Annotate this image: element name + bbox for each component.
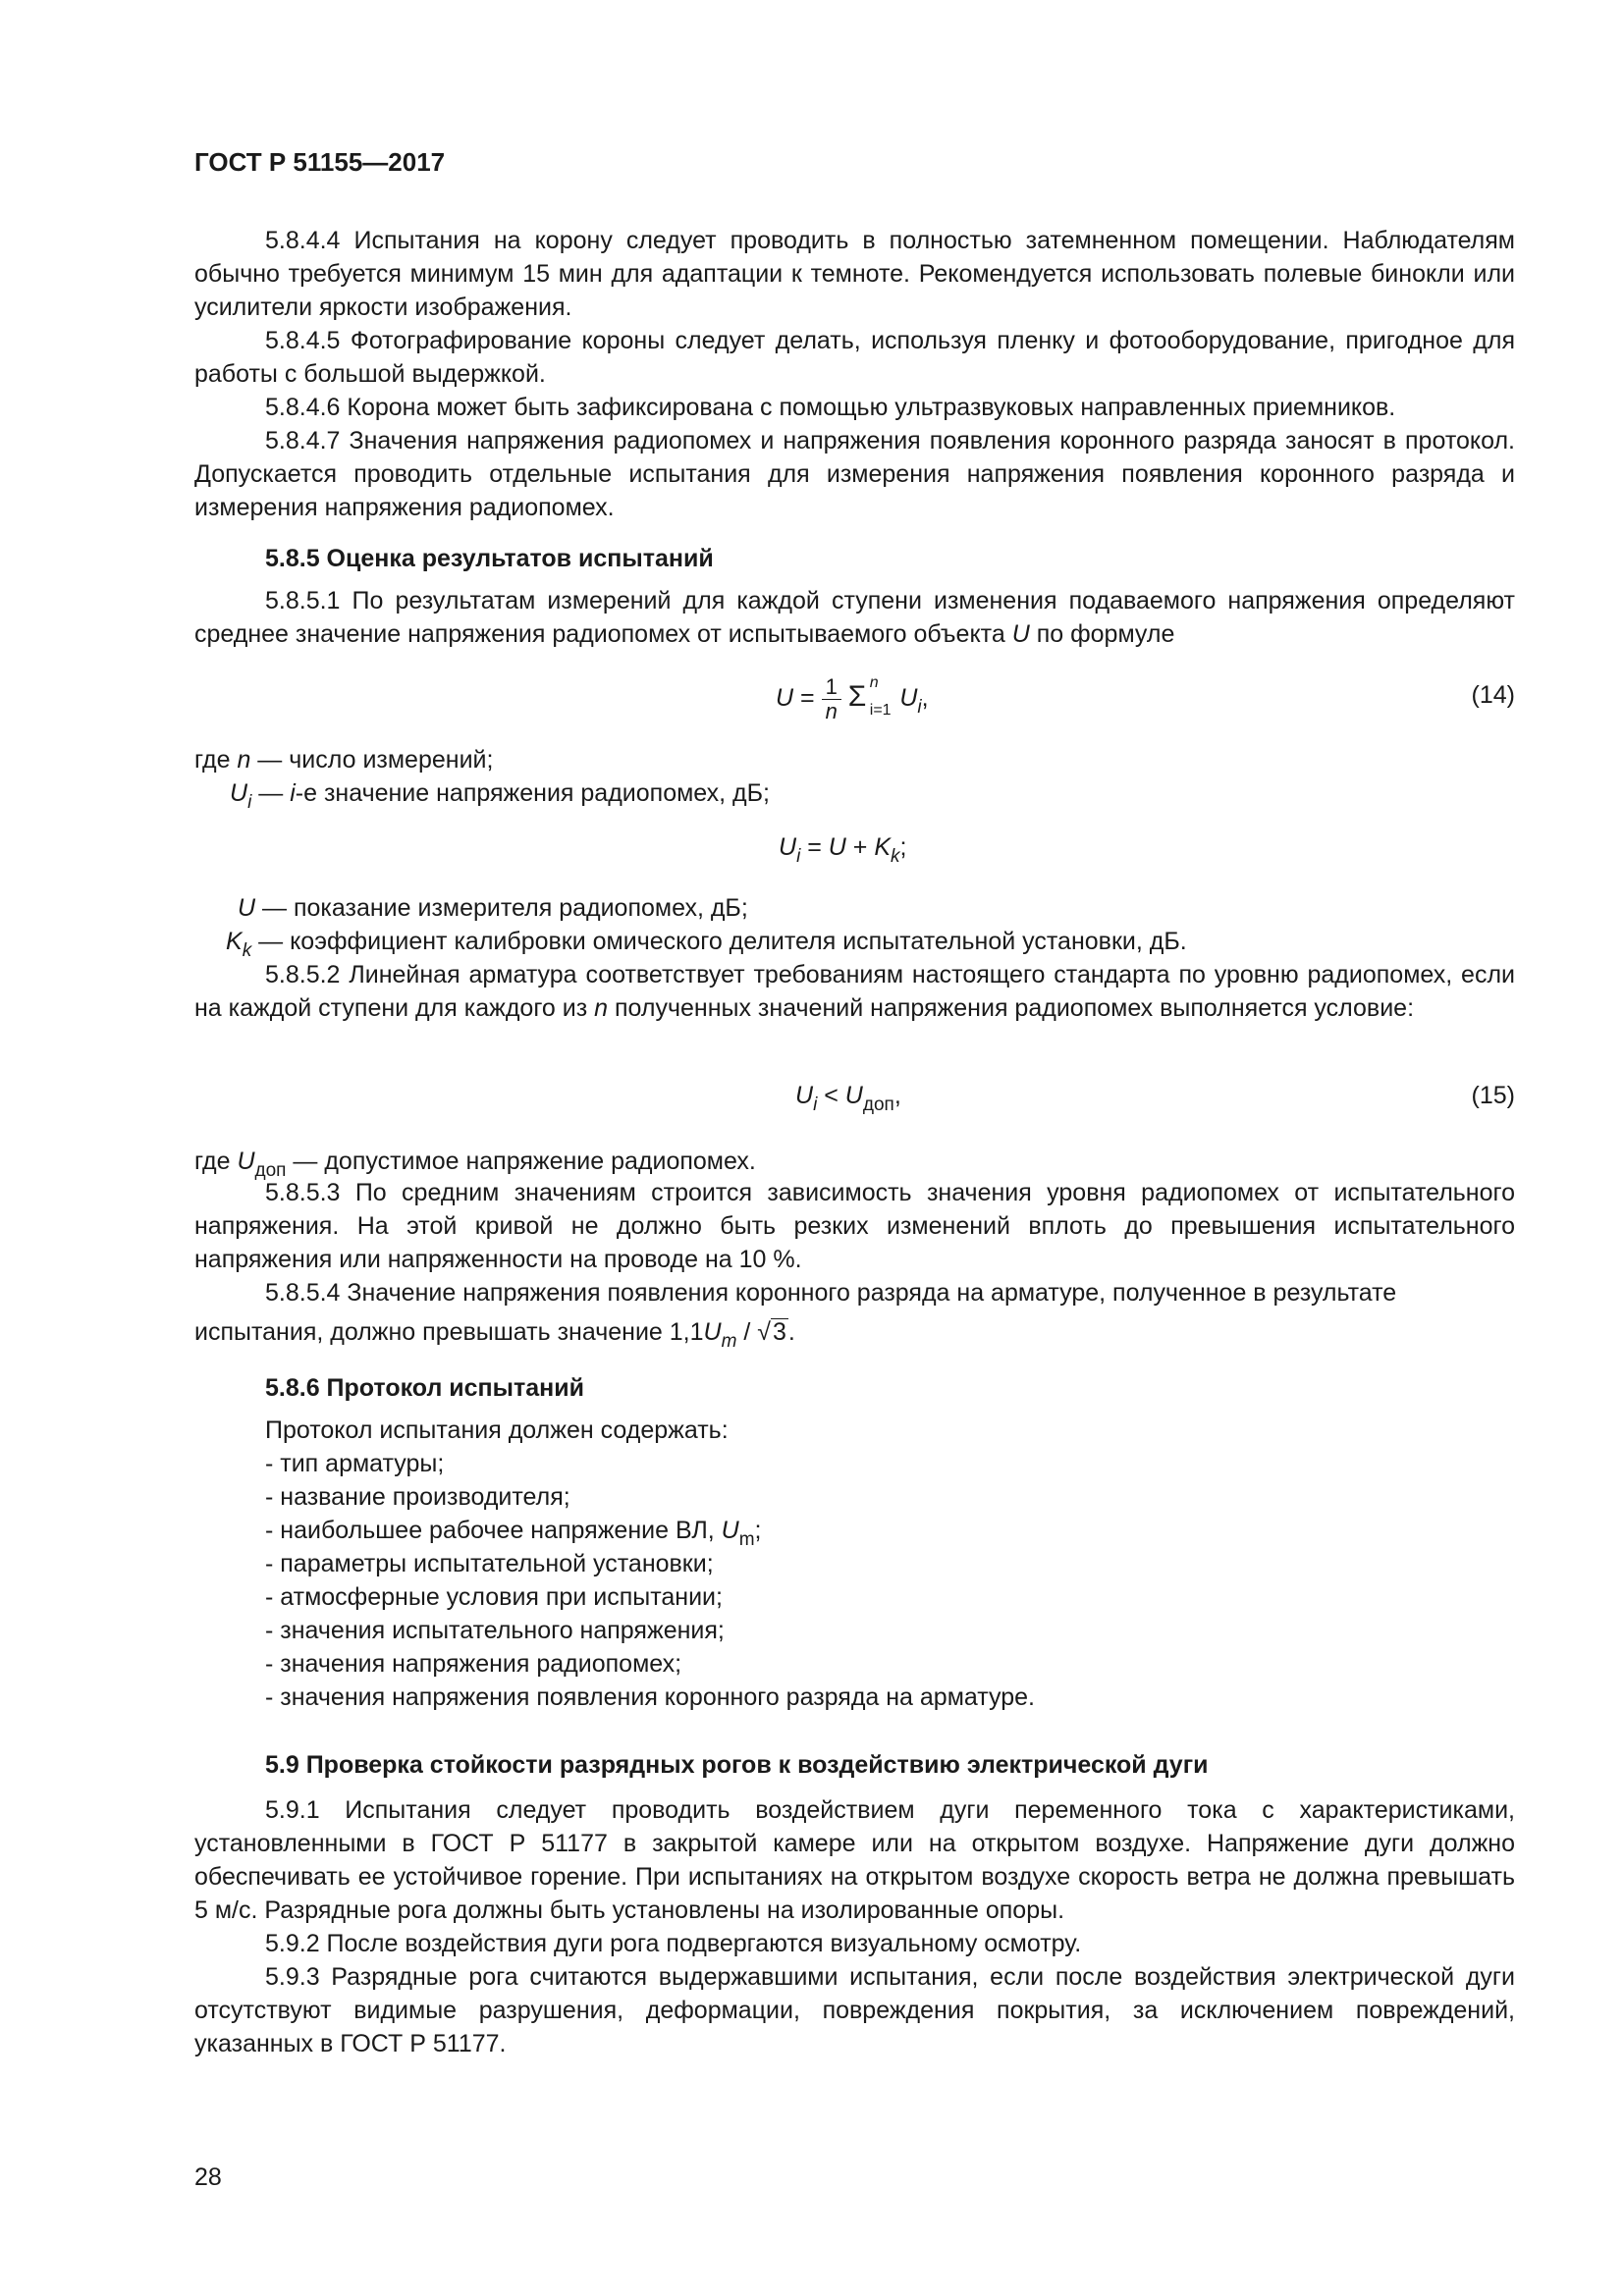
section-5-9-block: [194, 1793, 1515, 2060]
running-header: ГОСТ Р 51155—2017: [194, 147, 446, 177]
list-item: - атмосферные условия при испытании;: [265, 1583, 723, 1611]
fraction: $\frac{1}{n}$: [822, 675, 841, 723]
paragraph-5-8-5-4: 5.8.5.4 Значение напряжения появления коронного разряда на арматуре, полученное в результате испытания, должно превышать значение $1,1U_m / √3$.: [194, 1279, 1397, 1352]
paragraph-5-8-5-1: 5.8.5.1 По результатам измерений для каждой ступени изменения подаваемого напряжения определяют среднее значение напряжения радиопомех от испытываемого объекта U по формуле: [194, 587, 1515, 648]
protocol-intro: Протокол испытания должен содержать:: [265, 1416, 729, 1444]
formula-14-expression: U = $\frac{1}{n}$ Σ n i=1 $U_i$,: [776, 674, 929, 723]
list-item: - параметры испытательной установки;: [265, 1550, 714, 1577]
paragraph-5-9-3: 5.9.3 Разрядные рога считаются выдержавшими испытания, если после воздействия электрической дуги отсутствуют видимые разрушения, деформации, повреждения покрытия, за исключением повреждений, указанных в ГОСТ Р 51177.: [194, 1963, 1515, 2057]
list-item: - значения напряжения появления коронного разряда на арматуре.: [265, 1683, 1035, 1711]
heading-5-9: 5.9 Проверка стойкости разрядных рогов к воздействию электрической дуги: [265, 1751, 1209, 1779]
where-u: U — показание измерителя радиопомех, дБ;: [238, 894, 748, 922]
paragraph-5-8-5-2: 5.8.5.2 Линейная арматура соответствует требованиям настоящего стандарта по уровню радиопомех, если на каждой ступени для каждого из n полученных значений напряжения радиопомех выполняется условие:: [194, 961, 1515, 1022]
list-item: - наибольшее рабочее напряжение ВЛ, $U_m$;: [265, 1517, 762, 1550]
heading-5-8-6: 5.8.6 Протокол испытаний: [265, 1374, 584, 1402]
formula-15-expression: $U_i < U_{доп}$,: [795, 1082, 901, 1115]
formula-14-number: (14): [1471, 681, 1515, 709]
list-item: - значения напряжения радиопомех;: [265, 1650, 682, 1678]
where-kk: $K_k$ — коэффициент калибровки омического делителя испытательной установки, дБ.: [226, 928, 1187, 961]
paragraph-5-8-4-4: 5.8.4.4 Испытания на корону следует проводить в полностью затемненном помещении. Наблюдателям обычно требуется минимум 15 мин для адаптации к темноте. Рекомендуется использовать полевые бинокли или усилители яркости изображения.: [194, 227, 1515, 321]
paragraph-5-9-1: 5.9.1 Испытания следует проводить воздействием дуги переменного тока с характеристиками, установленными в ГОСТ Р 51177 в закрытой камере или на открытом воздухе. Напряжение дуги должно обеспечивать ее устойчивое горение. При испытаниях на открытом воздухе скорость ветра не должна превышать 5 м/с. Разрядные рога должны быть установлены на изолированные опоры.: [194, 1796, 1515, 1924]
list-item: - тип арматуры;: [265, 1450, 445, 1477]
page-number: 28: [194, 2163, 222, 2191]
formula-ui: $U_i = U + K_k$;: [779, 833, 907, 867]
paragraph-5-9-2: 5.9.2 После воздействия дуги рога подвергаются визуальному осмотру.: [265, 1930, 1082, 1957]
paragraph-5-8-5-3: 5.8.5.3 По средним значениям строится зависимость значения уровня радиопомех от испытательного напряжения. На этой кривой не должно быть резких изменений вплоть до превышения испытательного напряжения или напряженности на проводе на 10 %.: [194, 1179, 1515, 1273]
where-udop: где $U_{доп}$ — допустимое напряжение радиопомех.: [194, 1148, 756, 1181]
list-item: - значения испытательного напряжения;: [265, 1617, 725, 1644]
where-n: где n — число измерений;: [194, 746, 494, 774]
protocol-list: [265, 1414, 1443, 1714]
protocol-items: [265, 1447, 1443, 1714]
sum-sign: Σ n i=1: [847, 674, 892, 720]
heading-5-8-5: 5.8.5 Оценка результатов испытаний: [265, 545, 714, 572]
list-item: - название производителя;: [265, 1483, 570, 1511]
formula-14: [194, 674, 1515, 723]
formula-15-number: (15): [1471, 1082, 1515, 1109]
formula-15: [194, 1076, 1515, 1115]
where-ui: $U_i$ — i-е значение напряжения радиопомех, дБ;: [230, 779, 770, 813]
section-5-8-4-block: [194, 224, 1515, 524]
paragraph-5-8-4-7: 5.8.4.7 Значения напряжения радиопомех и напряжения появления коронного разряда заносят в протокол. Допускается проводить отдельные испытания для измерения напряжения появления коронного разряда и измерения напряжения радиопомех.: [194, 427, 1515, 521]
paragraph-5-8-4-5: 5.8.4.5 Фотографирование короны следует делать, используя пленку и фотооборудование, пригодное для работы с большой выдержкой.: [194, 327, 1515, 388]
paragraph-5-8-4-6: 5.8.4.6 Корона может быть зафиксирована с помощью ультразвуковых направленных приемников.: [265, 394, 1396, 421]
